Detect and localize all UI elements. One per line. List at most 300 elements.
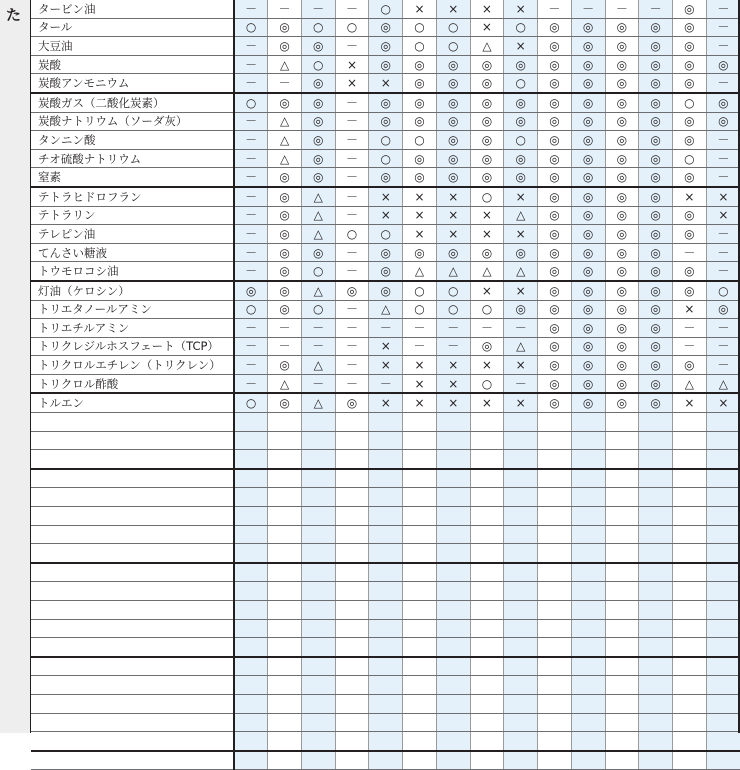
chemical-name: タービン油 xyxy=(31,0,234,18)
rating-cell: ◎ xyxy=(639,149,673,168)
table-row xyxy=(31,619,740,638)
rating-cell: ◎ xyxy=(571,93,605,112)
rating-cell xyxy=(504,469,538,488)
rating-cell xyxy=(639,619,673,638)
rating-cell: ◎ xyxy=(571,243,605,262)
rating-cell: － xyxy=(301,0,335,18)
rating-cell xyxy=(470,563,504,582)
rating-cell: △ xyxy=(504,206,538,225)
rating-cell: × xyxy=(369,187,403,206)
rating-cell xyxy=(234,732,268,751)
rating-cell: － xyxy=(706,131,740,150)
rating-cell xyxy=(436,431,470,450)
rating-cell xyxy=(268,582,302,601)
chemical-name xyxy=(31,657,234,676)
chemical-name xyxy=(31,488,234,507)
rating-cell xyxy=(470,413,504,432)
rating-cell: ◎ xyxy=(301,131,335,150)
rating-cell xyxy=(335,525,369,544)
rating-cell: ◎ xyxy=(268,37,302,56)
rating-cell xyxy=(403,431,437,450)
rating-cell: － xyxy=(403,319,437,338)
rating-cell xyxy=(639,713,673,732)
rating-cell: △ xyxy=(369,300,403,319)
chemical-name xyxy=(31,619,234,638)
rating-cell xyxy=(301,507,335,526)
rating-cell xyxy=(470,507,504,526)
rating-cell: － xyxy=(234,206,268,225)
rating-cell: ◎ xyxy=(673,225,707,244)
rating-cell xyxy=(673,713,707,732)
rating-cell xyxy=(673,525,707,544)
rating-cell: － xyxy=(335,243,369,262)
rating-cell xyxy=(504,657,538,676)
rating-cell xyxy=(234,525,268,544)
rating-cell xyxy=(504,638,538,657)
rating-cell xyxy=(369,582,403,601)
rating-cell xyxy=(436,751,470,770)
rating-cell xyxy=(335,469,369,488)
rating-cell: － xyxy=(234,0,268,18)
rating-cell xyxy=(234,413,268,432)
rating-cell xyxy=(538,751,572,770)
rating-cell xyxy=(436,676,470,695)
rating-cell xyxy=(403,713,437,732)
rating-cell: × xyxy=(369,74,403,93)
rating-cell xyxy=(571,488,605,507)
rating-cell xyxy=(706,619,740,638)
rating-cell: × xyxy=(436,374,470,393)
rating-cell xyxy=(605,431,639,450)
rating-cell xyxy=(301,525,335,544)
rating-cell xyxy=(268,507,302,526)
chemical-name xyxy=(31,638,234,657)
chemical-name xyxy=(31,431,234,450)
rating-cell xyxy=(301,676,335,695)
rating-cell: ◎ xyxy=(369,281,403,300)
rating-cell: × xyxy=(504,393,538,412)
table-row xyxy=(31,638,740,657)
rating-cell xyxy=(403,450,437,469)
rating-cell xyxy=(571,601,605,620)
rating-cell: － xyxy=(571,0,605,18)
rating-cell: ◎ xyxy=(571,206,605,225)
rating-cell xyxy=(673,751,707,770)
rating-cell xyxy=(268,431,302,450)
rating-cell xyxy=(436,525,470,544)
rating-cell xyxy=(639,450,673,469)
rating-cell xyxy=(335,582,369,601)
rating-cell: ◎ xyxy=(605,149,639,168)
chemical-name: テレピン油 xyxy=(31,225,234,244)
rating-cell xyxy=(673,676,707,695)
rating-cell: ◎ xyxy=(538,225,572,244)
rating-cell xyxy=(301,431,335,450)
rating-cell: ◎ xyxy=(436,112,470,131)
rating-cell: ◎ xyxy=(504,300,538,319)
rating-cell: × xyxy=(403,206,437,225)
rating-cell xyxy=(369,507,403,526)
rating-cell xyxy=(369,450,403,469)
rating-cell: － xyxy=(673,337,707,356)
rating-cell xyxy=(706,676,740,695)
rating-cell: ○ xyxy=(504,131,538,150)
chemical-name xyxy=(31,751,234,770)
rating-cell xyxy=(268,657,302,676)
rating-cell xyxy=(268,601,302,620)
table-row xyxy=(31,582,740,601)
rating-cell xyxy=(301,488,335,507)
rating-cell: ◎ xyxy=(538,131,572,150)
rating-cell: － xyxy=(301,319,335,338)
chemical-name xyxy=(31,582,234,601)
rating-cell: － xyxy=(706,168,740,187)
table-row xyxy=(31,149,740,168)
rating-cell: ◎ xyxy=(268,18,302,37)
rating-cell xyxy=(571,544,605,563)
rating-cell xyxy=(639,507,673,526)
rating-cell: ◎ xyxy=(673,0,707,18)
table-row xyxy=(31,413,740,432)
rating-cell xyxy=(538,657,572,676)
rating-cell: － xyxy=(335,131,369,150)
rating-cell: ◎ xyxy=(335,281,369,300)
rating-cell xyxy=(470,732,504,751)
rating-cell: × xyxy=(470,356,504,375)
chemical-name: テトラリン xyxy=(31,206,234,225)
chemical-name xyxy=(31,732,234,751)
rating-cell xyxy=(504,563,538,582)
rating-cell xyxy=(403,507,437,526)
chemical-name: てんさい糖液 xyxy=(31,243,234,262)
rating-cell: × xyxy=(504,281,538,300)
rating-cell xyxy=(436,488,470,507)
rating-cell xyxy=(301,638,335,657)
rating-cell: ◎ xyxy=(301,168,335,187)
rating-cell: × xyxy=(403,393,437,412)
rating-cell xyxy=(234,601,268,620)
chemical-name: トウモロコシ油 xyxy=(31,262,234,281)
rating-cell: △ xyxy=(301,393,335,412)
table-row xyxy=(31,55,740,74)
table-row xyxy=(31,732,740,751)
rating-cell: － xyxy=(706,243,740,262)
rating-cell: ○ xyxy=(673,149,707,168)
rating-cell: ◎ xyxy=(639,74,673,93)
chemical-name xyxy=(31,469,234,488)
rating-cell: － xyxy=(369,374,403,393)
rating-cell: － xyxy=(538,0,572,18)
rating-cell xyxy=(268,544,302,563)
rating-cell xyxy=(369,431,403,450)
rating-cell: ○ xyxy=(504,74,538,93)
rating-cell xyxy=(673,582,707,601)
rating-cell: ○ xyxy=(234,393,268,412)
rating-cell: － xyxy=(234,356,268,375)
rating-cell: － xyxy=(335,168,369,187)
rating-cell xyxy=(470,544,504,563)
rating-cell xyxy=(538,638,572,657)
rating-cell: ◎ xyxy=(571,187,605,206)
rating-cell xyxy=(335,619,369,638)
rating-cell: × xyxy=(470,225,504,244)
rating-cell: － xyxy=(335,149,369,168)
rating-cell xyxy=(538,507,572,526)
rating-cell xyxy=(403,732,437,751)
rating-cell: ◎ xyxy=(571,37,605,56)
rating-cell: － xyxy=(335,300,369,319)
rating-cell xyxy=(369,694,403,713)
table-row xyxy=(31,676,740,695)
rating-cell: ◎ xyxy=(605,225,639,244)
chemical-name: タンニン酸 xyxy=(31,131,234,150)
rating-cell xyxy=(639,751,673,770)
rating-cell xyxy=(605,469,639,488)
rating-cell: － xyxy=(234,74,268,93)
rating-cell: ◎ xyxy=(673,112,707,131)
table-row xyxy=(31,168,740,187)
rating-cell xyxy=(335,713,369,732)
rating-cell xyxy=(639,732,673,751)
rating-cell xyxy=(504,751,538,770)
rating-cell: － xyxy=(234,374,268,393)
rating-cell: ◎ xyxy=(673,262,707,281)
rating-cell: ◎ xyxy=(639,206,673,225)
rating-cell: ◎ xyxy=(706,300,740,319)
rating-cell xyxy=(673,544,707,563)
chemical-name: トリエタノールアミン xyxy=(31,300,234,319)
rating-cell: △ xyxy=(301,225,335,244)
rating-cell: × xyxy=(470,393,504,412)
rating-cell: ◎ xyxy=(234,281,268,300)
rating-cell: － xyxy=(673,243,707,262)
rating-cell: ◎ xyxy=(369,262,403,281)
rating-cell xyxy=(538,619,572,638)
rating-cell: － xyxy=(436,337,470,356)
rating-cell: ◎ xyxy=(605,112,639,131)
rating-cell: ◎ xyxy=(268,93,302,112)
rating-cell: ○ xyxy=(403,37,437,56)
rating-cell xyxy=(605,507,639,526)
rating-cell xyxy=(571,676,605,695)
rating-cell xyxy=(335,413,369,432)
rating-cell xyxy=(639,525,673,544)
rating-cell: × xyxy=(436,225,470,244)
rating-cell xyxy=(706,751,740,770)
rating-cell xyxy=(673,507,707,526)
rating-cell xyxy=(403,751,437,770)
rating-cell: ◎ xyxy=(268,281,302,300)
chemical-name: 炭酸アンモニウム xyxy=(31,74,234,93)
rating-cell: ◎ xyxy=(504,93,538,112)
rating-cell: － xyxy=(369,319,403,338)
chemical-name xyxy=(31,450,234,469)
rating-cell: ◎ xyxy=(605,187,639,206)
rating-cell xyxy=(605,619,639,638)
rating-cell xyxy=(706,413,740,432)
rating-cell: ○ xyxy=(234,300,268,319)
rating-cell xyxy=(706,694,740,713)
chemical-name: 大豆油 xyxy=(31,37,234,56)
rating-cell: △ xyxy=(504,337,538,356)
rating-cell xyxy=(335,694,369,713)
rating-cell xyxy=(571,469,605,488)
rating-cell: － xyxy=(673,319,707,338)
chemical-name: 炭酸ナトリウム（ソーダ灰） xyxy=(31,112,234,131)
rating-cell: ◎ xyxy=(470,337,504,356)
chemical-name xyxy=(31,544,234,563)
rating-cell: × xyxy=(436,393,470,412)
rating-cell xyxy=(639,469,673,488)
rating-cell xyxy=(504,676,538,695)
rating-cell: × xyxy=(706,393,740,412)
rating-cell: ○ xyxy=(369,131,403,150)
rating-cell xyxy=(538,431,572,450)
rating-cell: ◎ xyxy=(639,55,673,74)
rating-cell xyxy=(605,601,639,620)
rating-cell: ◎ xyxy=(403,74,437,93)
rating-cell: － xyxy=(234,262,268,281)
rating-cell: × xyxy=(369,337,403,356)
rating-cell xyxy=(403,413,437,432)
rating-cell xyxy=(470,450,504,469)
rating-cell xyxy=(301,713,335,732)
rating-cell: － xyxy=(234,187,268,206)
rating-cell xyxy=(403,563,437,582)
rating-cell: × xyxy=(403,225,437,244)
rating-cell: × xyxy=(470,18,504,37)
rating-cell xyxy=(268,751,302,770)
rating-cell xyxy=(369,713,403,732)
rating-cell xyxy=(571,450,605,469)
rating-cell: － xyxy=(335,337,369,356)
rating-cell: ◎ xyxy=(268,187,302,206)
rating-cell: ◎ xyxy=(571,300,605,319)
rating-cell: △ xyxy=(504,262,538,281)
rating-cell xyxy=(335,638,369,657)
rating-cell: ◎ xyxy=(605,337,639,356)
rating-cell: ◎ xyxy=(538,393,572,412)
rating-cell xyxy=(538,676,572,695)
rating-cell: △ xyxy=(301,206,335,225)
rating-cell: ◎ xyxy=(369,168,403,187)
rating-cell: ◎ xyxy=(538,206,572,225)
rating-cell: ◎ xyxy=(639,168,673,187)
rating-cell: ◎ xyxy=(436,243,470,262)
rating-cell: ◎ xyxy=(538,187,572,206)
section-label: た xyxy=(6,6,22,24)
rating-cell: － xyxy=(268,337,302,356)
rating-cell: ◎ xyxy=(436,131,470,150)
rating-cell: ◎ xyxy=(673,281,707,300)
table-row xyxy=(31,507,740,526)
rating-cell xyxy=(268,469,302,488)
rating-cell xyxy=(673,619,707,638)
rating-cell: ◎ xyxy=(639,18,673,37)
rating-cell xyxy=(234,563,268,582)
rating-cell xyxy=(335,601,369,620)
rating-cell: ○ xyxy=(470,300,504,319)
rating-cell: ◎ xyxy=(538,356,572,375)
rating-cell: ○ xyxy=(470,187,504,206)
chemical-name: 灯油（ケロシン） xyxy=(31,281,234,300)
rating-cell xyxy=(673,469,707,488)
rating-cell: × xyxy=(369,206,403,225)
rating-cell xyxy=(403,619,437,638)
rating-cell: － xyxy=(301,337,335,356)
rating-cell: － xyxy=(234,37,268,56)
rating-cell: ◎ xyxy=(605,243,639,262)
rating-cell xyxy=(234,751,268,770)
rating-cell xyxy=(301,413,335,432)
rating-cell xyxy=(369,657,403,676)
rating-cell xyxy=(470,582,504,601)
chemical-name xyxy=(31,507,234,526)
table-row xyxy=(31,525,740,544)
rating-cell xyxy=(706,488,740,507)
rating-cell xyxy=(538,563,572,582)
rating-cell xyxy=(504,713,538,732)
rating-cell: △ xyxy=(268,374,302,393)
table-row xyxy=(31,243,740,262)
rating-cell: ◎ xyxy=(639,225,673,244)
rating-cell xyxy=(369,469,403,488)
rating-cell: － xyxy=(301,374,335,393)
rating-cell xyxy=(301,619,335,638)
table-row xyxy=(31,694,740,713)
rating-cell: ◎ xyxy=(538,168,572,187)
rating-cell: ◎ xyxy=(538,281,572,300)
rating-cell xyxy=(335,563,369,582)
table-row xyxy=(31,356,740,375)
rating-cell: ○ xyxy=(369,0,403,18)
rating-cell: ◎ xyxy=(403,112,437,131)
rating-cell: ◎ xyxy=(470,74,504,93)
rating-cell: △ xyxy=(403,262,437,281)
rating-cell xyxy=(504,732,538,751)
rating-cell: × xyxy=(504,187,538,206)
rating-cell: － xyxy=(234,131,268,150)
rating-cell xyxy=(268,488,302,507)
rating-cell: △ xyxy=(436,262,470,281)
rating-cell xyxy=(571,732,605,751)
rating-cell: × xyxy=(504,225,538,244)
rating-cell: ◎ xyxy=(335,393,369,412)
rating-cell: ◎ xyxy=(571,168,605,187)
table-row xyxy=(31,225,740,244)
rating-cell xyxy=(436,619,470,638)
rating-cell xyxy=(605,638,639,657)
rating-cell xyxy=(268,713,302,732)
rating-cell xyxy=(538,469,572,488)
rating-cell xyxy=(369,638,403,657)
chemical-name xyxy=(31,525,234,544)
rating-cell xyxy=(268,732,302,751)
rating-cell: － xyxy=(268,74,302,93)
table-row xyxy=(31,262,740,281)
rating-cell: ◎ xyxy=(673,131,707,150)
rating-cell xyxy=(234,507,268,526)
rating-cell: ◎ xyxy=(673,37,707,56)
rating-cell xyxy=(673,413,707,432)
rating-cell xyxy=(673,638,707,657)
chemical-name: タール xyxy=(31,18,234,37)
table-row xyxy=(31,657,740,676)
rating-cell: ○ xyxy=(369,149,403,168)
rating-cell xyxy=(673,450,707,469)
rating-cell xyxy=(301,450,335,469)
rating-cell: ◎ xyxy=(403,55,437,74)
